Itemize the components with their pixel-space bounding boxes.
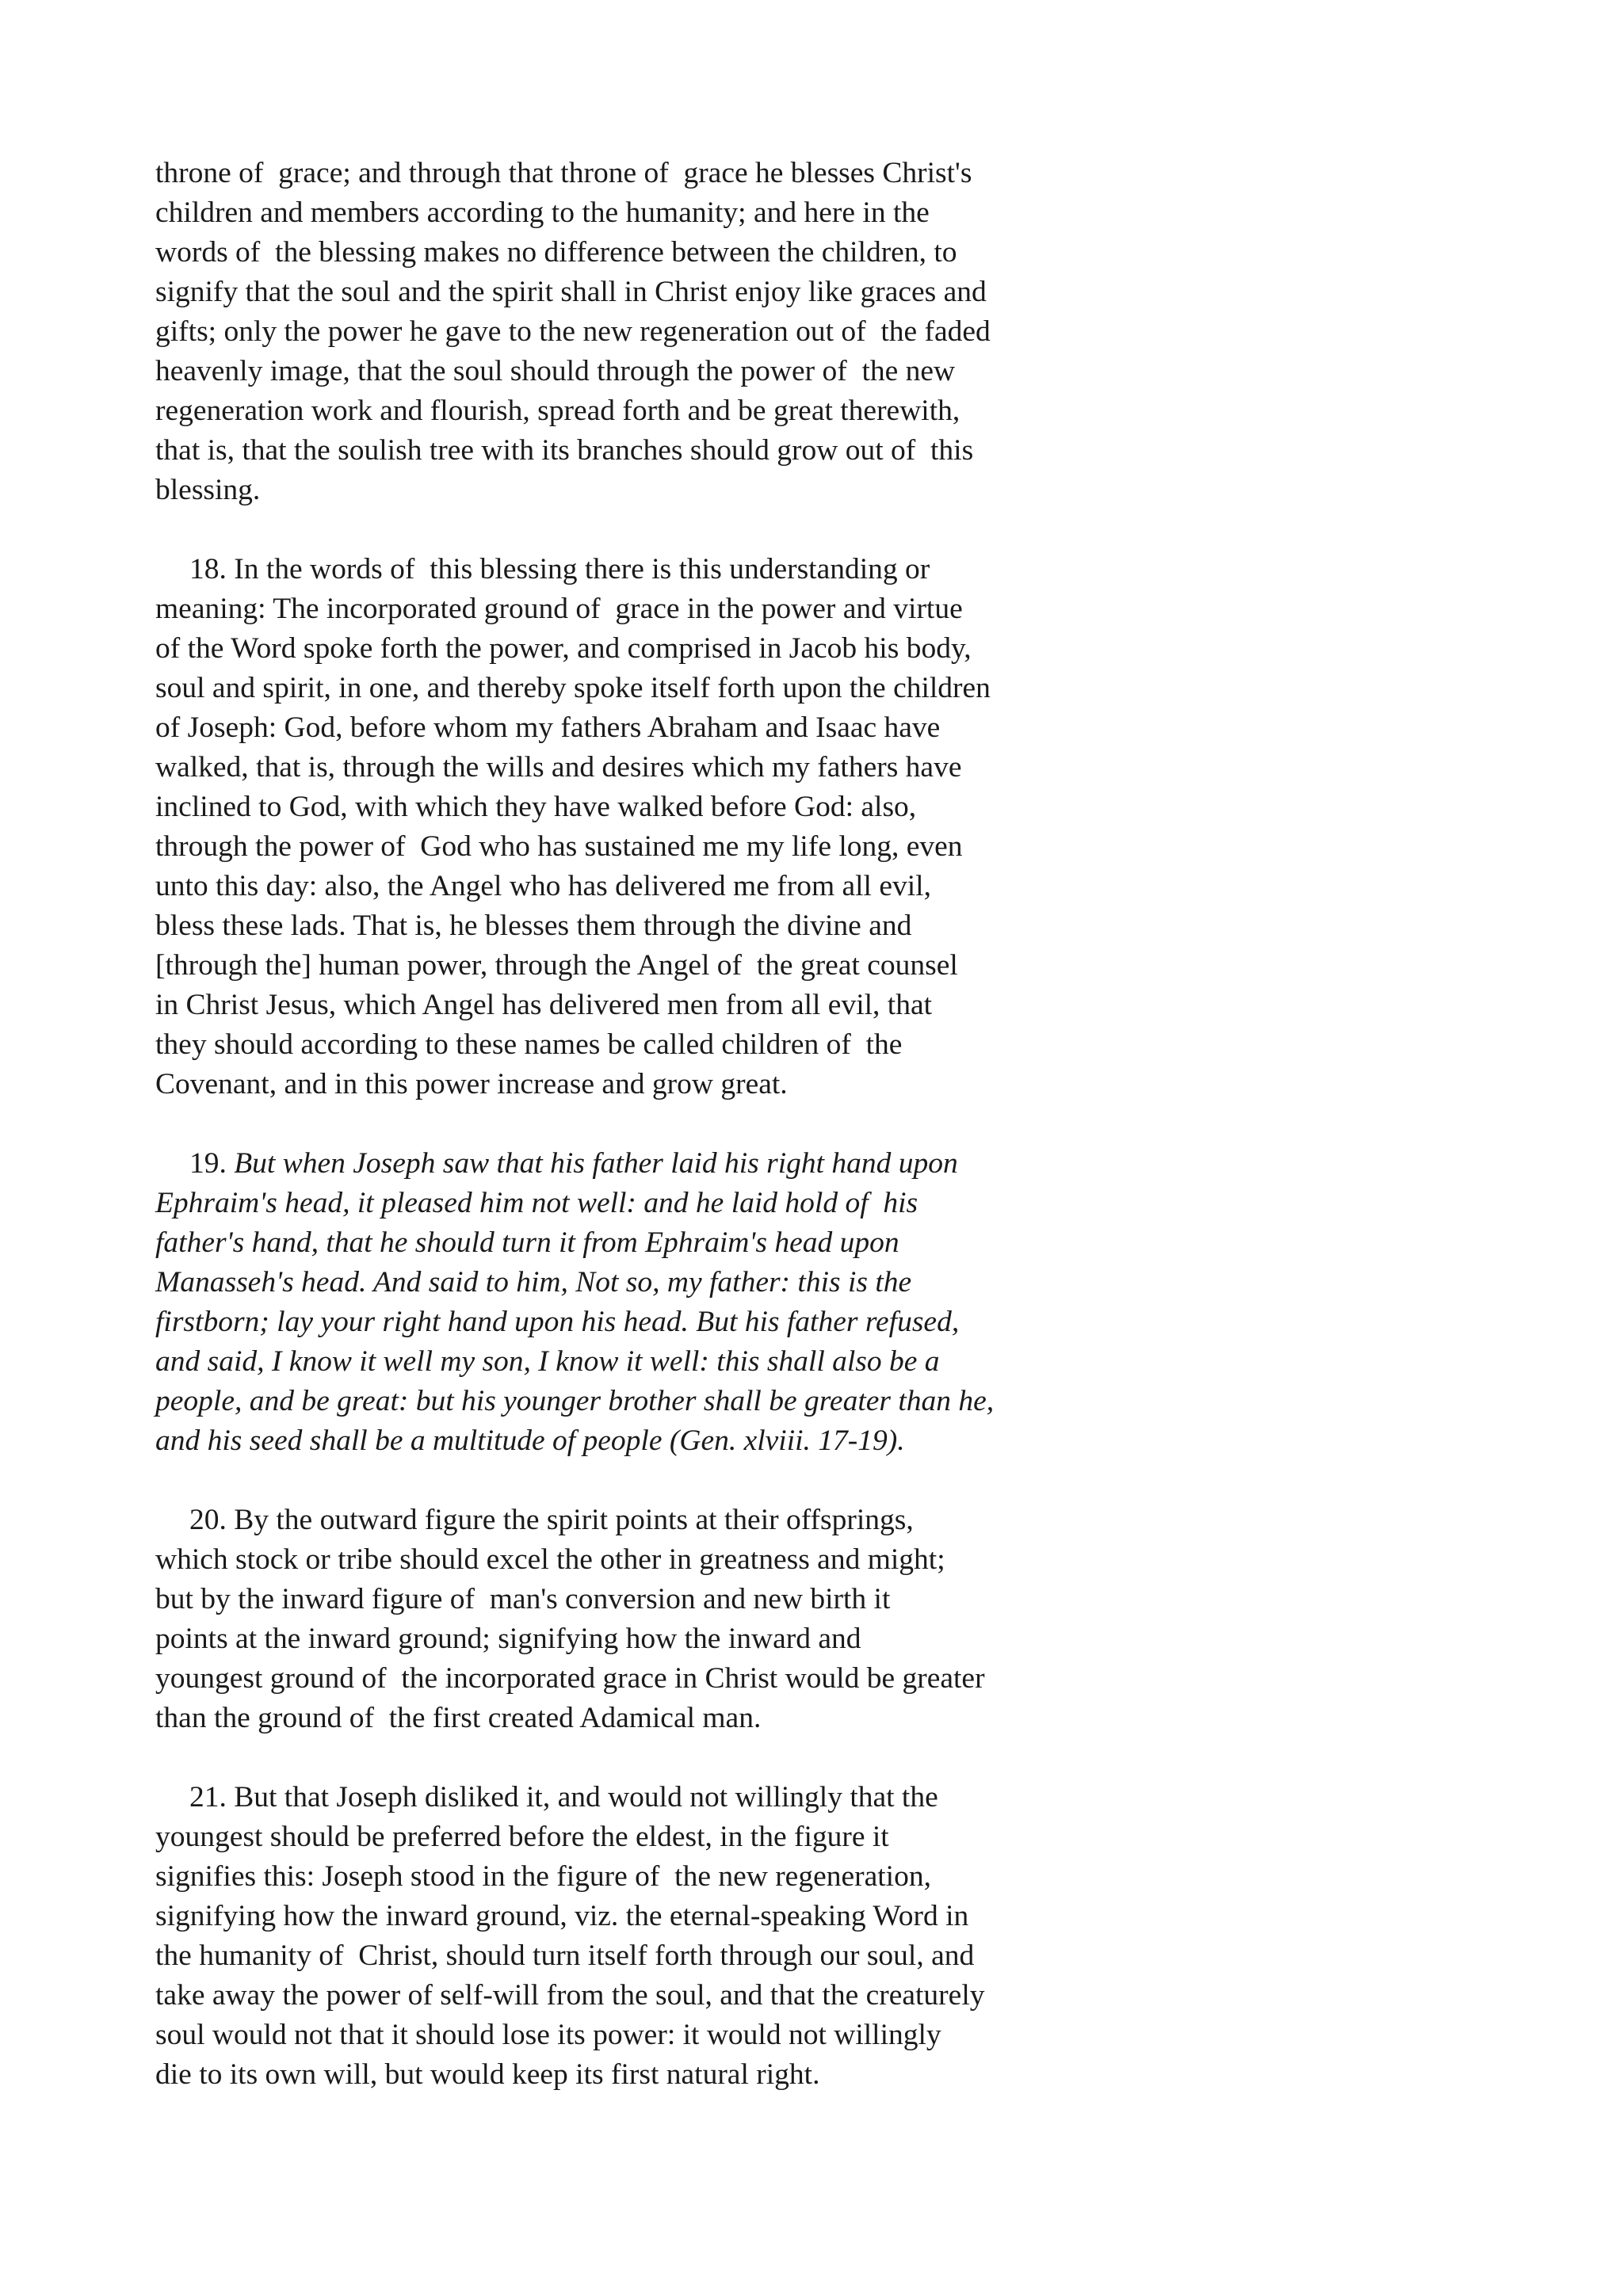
text-segment: of Joseph: God, before whom my fathers Abraham and Isaac have [155,711,941,744]
text-line [155,352,1146,391]
text-segment: they should according to these names be called children of the [155,1028,903,1061]
text-line [155,906,1146,946]
text-segment: but by the inward figure of man's conversion and new birth it [155,1583,891,1615]
paragraph-p20 [155,1501,1146,1738]
text-line [155,1936,1146,1976]
text-segment: 21. But that Joseph disliked it, and would not willingly that the [189,1781,938,1814]
text-segment: bless these lads. That is, he blesses them through the divine and [155,910,912,942]
text-line [155,1263,1146,1302]
paragraph-p21 [155,1778,1146,2095]
text-line [155,1382,1146,1421]
text-segment: throne of grace; and through that throne of grace he blesses Christ's [155,157,972,189]
text-line [155,589,1146,629]
text-segment: children and members according to the humanity; and here in the [155,196,930,229]
text-line [155,788,1146,827]
paragraph-p17-continued [155,154,1146,510]
text-segment: of the Word spoke forth the power, and comprised in Jacob his body, [155,632,972,665]
text-line [155,1540,1146,1580]
text-segment: Covenant, and in this power increase and grow great. [155,1068,788,1100]
text-line [155,391,1146,431]
text-segment: which stock or tribe should excel the other in greatness and might; [155,1543,945,1576]
text-segment: inclined to God, with which they have walked before God: also, [155,791,917,823]
text-line [155,1699,1146,1738]
text-segment: words of the blessing makes no difference between the children, to [155,236,957,269]
text-segment: in Christ Jesus, which Angel has delivered men from all evil, that [155,989,933,1021]
text-segment: that is, that the soulish tree with its branches should grow out of this [155,434,974,467]
text-line [155,1421,1146,1461]
text-line [155,1778,1146,1817]
text-segment: signifies this: Joseph stood in the figure of the new regeneration, [155,1860,931,1893]
italic-text-segment: firstborn; lay your right hand upon his head. But his father refused, [155,1306,960,1338]
text-line [155,1659,1146,1699]
text-segment: blessing. [155,474,261,506]
text-segment: unto this day: also, the Angel who has delivered me from all evil, [155,870,931,902]
text-segment: the humanity of Christ, should turn itself forth through our soul, and [155,1939,975,1972]
text-line [155,867,1146,906]
text-line [155,669,1146,708]
text-line [155,748,1146,788]
text-segment: youngest ground of the incorporated grace in Christ would be greater [155,1662,985,1695]
text-segment: points at the inward ground; signifying how the inward and [155,1623,861,1655]
text-line [155,273,1146,312]
text-line [155,1342,1146,1382]
text-line [155,1025,1146,1065]
text-segment: 18. In the words of this blessing there is this understanding or [189,553,930,585]
text-line [155,827,1146,867]
text-segment: signifying how the inward ground, viz. the eternal-speaking Word in [155,1900,969,1932]
text-line [155,1223,1146,1263]
text-segment: regeneration work and flourish, spread forth and be great therewith, [155,395,960,427]
italic-text-segment: father's hand, that he should turn it from Ephraim's head upon [155,1226,899,1259]
italic-text-segment: people, and be great: but his younger brother shall be greater than he, [155,1385,995,1417]
text-line [155,1897,1146,1936]
text-line [155,1857,1146,1897]
text-line [155,986,1146,1025]
italic-text-segment: and his seed shall be a multitude of people (Gen. xlviii. 17-19). [155,1425,905,1457]
text-segment: heavenly image, that the soul should through the power of the new [155,355,956,387]
text-segment: die to its own will, but would keep its first natural right. [155,2058,820,2091]
text-segment: walked, that is, through the wills and desires which my fathers have [155,751,962,784]
text-line [155,1302,1146,1342]
text-line [155,1144,1146,1184]
text-line [155,471,1146,510]
paragraph-p19 [155,1144,1146,1461]
italic-text-segment: Manasseh's head. And said to him, Not so, my father: this is the [155,1266,912,1299]
text-line [155,193,1146,233]
text-line [155,2055,1146,2095]
text-segment: youngest should be preferred before the eldest, in the figure it [155,1821,889,1853]
text-segment: signify that the soul and the spirit shall in Christ enjoy like graces and [155,276,987,308]
text-line [155,431,1146,471]
text-line [155,1501,1146,1540]
text-segment: meaning: The incorporated ground of grace in the power and virtue [155,593,963,625]
text-segment: gifts; only the power he gave to the new regeneration out of the faded [155,315,991,348]
text-line [155,233,1146,273]
text-line [155,1817,1146,1857]
paragraph-p18 [155,550,1146,1104]
text-segment: through the power of God who has sustained me my life long, even [155,830,963,863]
text-segment: soul and spirit, in one, and thereby spoke itself forth upon the children [155,672,991,704]
text-line [155,1976,1146,2016]
text-line [155,1619,1146,1659]
text-line [155,1184,1146,1223]
text-line [155,2016,1146,2055]
text-line [155,312,1146,352]
text-line [155,708,1146,748]
text-line [155,629,1146,669]
text-line [155,550,1146,589]
document-page [155,154,1146,2134]
italic-text-segment: Ephraim's head, it pleased him not well: and he laid hold of his [155,1187,918,1219]
text-segment: take away the power of self-will from the soul, and that the creaturely [155,1979,985,2012]
text-line [155,1580,1146,1619]
text-segment: 20. By the outward figure the spirit points at their offsprings, [189,1504,914,1536]
text-segment: than the ground of the first created Adamical man. [155,1702,762,1734]
italic-text-segment: and said, I know it well my son, I know it well: this shall also be a [155,1345,940,1378]
text-line [155,946,1146,986]
text-line [155,1065,1146,1104]
text-segment: 19. [189,1147,235,1180]
text-segment: soul would not that it should lose its power: it would not willingly [155,2019,941,2051]
text-line [155,154,1146,193]
text-segment: [through the] human power, through the Angel of the great counsel [155,949,958,982]
italic-text-segment: But when Joseph saw that his father laid his right hand upon [234,1147,958,1180]
